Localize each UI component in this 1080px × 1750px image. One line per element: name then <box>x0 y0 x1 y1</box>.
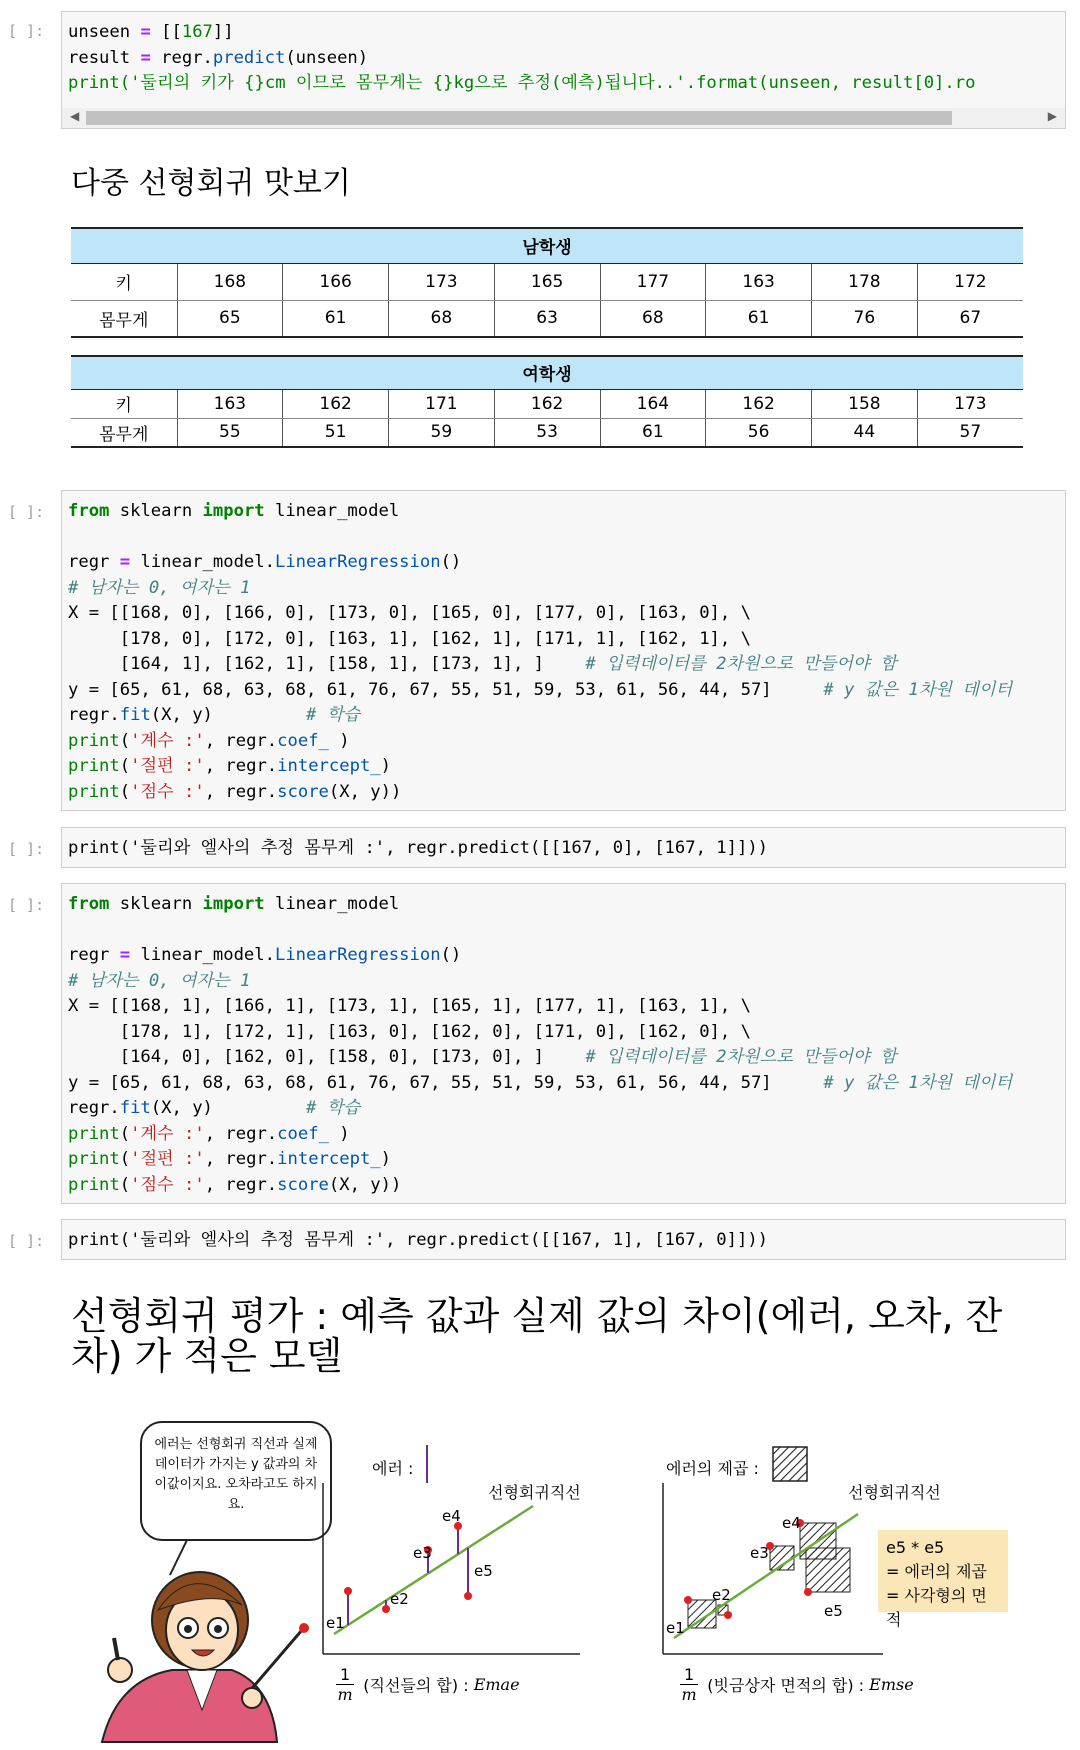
code-line: [178, 0], [172, 0], [163, 1], [162, 1], [171, 1], [162, 1], \ <box>68 628 751 649</box>
code-line: X = [[168, 1], [166, 1], [173, 1], [165, 1], [177, 1], [163, 1], \ <box>68 996 751 1016</box>
row-label: 키 <box>71 389 177 418</box>
error-label: e4 <box>442 1507 461 1525</box>
code-cell-5[interactable] <box>61 1219 1066 1260</box>
mse-formula <box>680 1665 914 1704</box>
code-line: print('절편 :', regr.intercept_) <box>68 1149 391 1169</box>
code-line: print('계수 :', regr.coef_ ) <box>68 1123 350 1144</box>
table-cell: 163 <box>177 389 283 418</box>
note-line: = 사각형의 면적 <box>886 1586 987 1629</box>
code-cell-3[interactable] <box>61 827 1066 868</box>
table-cell: 158 <box>812 389 918 418</box>
code-line: [178, 1], [172, 1], [163, 0], [162, 0], [171, 0], [162, 0], \ <box>68 1021 751 1042</box>
table-cell: 76 <box>812 300 918 337</box>
formula-text: (직선들의 합) : <box>363 1676 469 1695</box>
code-line: result = regr.predict(unseen) <box>68 47 369 68</box>
code-line: unseen = [[167]] <box>68 22 234 42</box>
code-comment: # 입력데이터를 2차원으로 만들어야 함 <box>585 654 897 674</box>
table-cell: 168 <box>177 263 283 300</box>
cell-prompt: [ ]: <box>8 22 45 40</box>
metric-name: Emae <box>473 1675 520 1694</box>
code-cell-1[interactable] <box>61 11 1066 129</box>
table-cell: 162 <box>706 389 812 418</box>
code-cell-4[interactable] <box>61 883 1066 1204</box>
code-line: regr.fit(X, y) <box>68 705 307 725</box>
code-cell-2[interactable] <box>61 490 1066 811</box>
code-line: [164, 0], [162, 0], [158, 0], [173, 0], ] <box>68 1047 544 1067</box>
code-line: regr.fit(X, y) <box>68 1098 307 1118</box>
table-cell: 51 <box>283 418 389 447</box>
error-label: e5 <box>824 1602 843 1620</box>
error-label: e3 <box>750 1544 769 1562</box>
code-comment: # 남자는 0, 여자는 1 <box>68 970 251 991</box>
regression-line-label: 선형회귀직선 <box>488 1483 581 1502</box>
evaluation-heading: 선형회귀 평가 : 예측 값과 실제 값의 차이(에러, 오차, 잔차) 가 적은 모델 <box>71 1294 1003 1378</box>
squared-error-note <box>878 1530 1008 1629</box>
code-line: regr = linear_model.LinearRegression() <box>68 945 462 965</box>
error-label: e1 <box>666 1619 685 1637</box>
mae-formula <box>336 1665 520 1704</box>
table-cell: 163 <box>706 263 812 300</box>
code-line: regr = linear_model.LinearRegression() <box>68 552 462 572</box>
code-line: print('절편 :', regr.intercept_) <box>68 756 391 776</box>
code-line: [164, 1], [162, 1], [158, 1], [173, 1], ] <box>68 654 544 674</box>
code-line: print('둘리와 엘사의 추정 몸무게 :', regr.predict([[167, 0], [167, 1]])) <box>68 838 769 858</box>
code-line: from sklearn import linear_model <box>68 501 400 521</box>
error-label: e2 <box>390 1590 409 1608</box>
code-line: print('둘리와 엘사의 추정 몸무게 :', regr.predict([[167, 1], [167, 0]])) <box>68 1230 769 1250</box>
regression-line <box>334 1506 533 1634</box>
code-content[interactable] <box>62 491 1065 805</box>
code-content[interactable] <box>62 12 1065 97</box>
code-comment: # 학습 <box>306 1098 360 1118</box>
code-comment: # 학습 <box>306 705 360 725</box>
table-cell: 67 <box>917 300 1023 337</box>
table-cell: 162 <box>494 389 600 418</box>
code-line: print('점수 :', regr.score(X, y)) <box>68 1174 402 1195</box>
table-cell: 61 <box>600 418 706 447</box>
code-comment: # y 값은 1차원 데이터 <box>823 1072 1013 1093</box>
cell-prompt: [ ]: <box>8 503 45 521</box>
table-cell: 55 <box>177 418 283 447</box>
code-comment: # 남자는 0, 여자는 1 <box>68 577 251 598</box>
error-label: e5 <box>474 1562 493 1580</box>
fraction-numerator: 1 <box>680 1665 698 1685</box>
note-line: = 에러의 제곱 <box>886 1562 987 1581</box>
table-cell: 59 <box>389 418 495 447</box>
error-label: e3 <box>413 1544 432 1562</box>
table-title: 남학생 <box>71 228 1023 263</box>
cell-prompt: [ ]: <box>8 896 45 914</box>
teacher-illustration <box>92 1520 322 1750</box>
code-line: print('점수 :', regr.score(X, y)) <box>68 781 402 802</box>
error-label: e1 <box>326 1614 345 1632</box>
fraction-denominator: m <box>337 1685 353 1704</box>
code-line: print('계수 :', regr.coef_ ) <box>68 730 350 751</box>
table-cell: 44 <box>812 418 918 447</box>
hatched-square-icon <box>772 1446 808 1482</box>
code-line: y = [65, 61, 68, 63, 68, 61, 76, 67, 55, 51, 59, 53, 61, 56, 44, 57] <box>68 679 772 700</box>
table-cell: 166 <box>283 263 389 300</box>
regression-line-label: 선형회귀직선 <box>848 1483 941 1502</box>
row-label: 키 <box>71 263 177 300</box>
code-content[interactable] <box>62 828 1065 862</box>
code-comment: # 입력데이터를 2차원으로 만들어야 함 <box>585 1047 897 1067</box>
code-content[interactable] <box>62 884 1065 1198</box>
female-students-table <box>71 355 1023 448</box>
table-cell: 56 <box>706 418 812 447</box>
table-cell: 63 <box>494 300 600 337</box>
cell-prompt: [ ]: <box>8 1232 45 1250</box>
table-cell: 172 <box>917 263 1023 300</box>
table-cell: 53 <box>494 418 600 447</box>
table-cell: 65 <box>177 300 283 337</box>
error-label: e4 <box>782 1514 801 1532</box>
formula-text: (빗금상자 면적의 합) : <box>707 1676 865 1695</box>
cell-prompt: [ ]: <box>8 840 45 858</box>
code-content[interactable] <box>62 1220 1065 1254</box>
code-line: X = [[168, 0], [166, 0], [173, 0], [165, 0], [177, 0], [163, 0], \ <box>68 603 751 623</box>
fraction-numerator: 1 <box>336 1665 354 1685</box>
speech-bubble: 에러는 선형회귀 직선과 실제 데이터가 가지는 y 값과의 차이값이지요. 오차라고도 하지요. <box>140 1421 332 1541</box>
mae-error-chart <box>318 1478 588 1658</box>
error-label: e2 <box>712 1586 731 1604</box>
table-cell: 57 <box>917 418 1023 447</box>
male-students-table <box>71 227 1023 338</box>
table-cell: 178 <box>812 263 918 300</box>
mse-error-chart <box>658 1478 898 1658</box>
table-cell: 68 <box>389 300 495 337</box>
table-cell: 173 <box>389 263 495 300</box>
scroll-right-icon[interactable]: ▶ <box>1047 109 1057 123</box>
table-title: 여학생 <box>71 356 1023 389</box>
table-cell: 171 <box>389 389 495 418</box>
row-label: 몸무게 <box>71 418 177 447</box>
metric-name: Emse <box>869 1675 914 1694</box>
fraction-denominator: m <box>681 1685 697 1704</box>
code-line: from sklearn import linear_model <box>68 894 400 914</box>
scrollbar-thumb[interactable] <box>86 111 952 125</box>
code-line-print: print('둘리의 키가 {}cm 이므로 몸무게는 {}kg으로 추정(예측)됩니다..'.format(unseen, result[0].ro <box>68 73 976 93</box>
code-line: y = [65, 61, 68, 63, 68, 61, 76, 67, 55, 51, 59, 53, 61, 56, 44, 57] <box>68 1072 772 1093</box>
table-cell: 61 <box>706 300 812 337</box>
scroll-left-icon[interactable]: ◀ <box>70 109 80 123</box>
table-cell: 68 <box>600 300 706 337</box>
table-cell: 164 <box>600 389 706 418</box>
section-heading: 다중 선형회귀 맛보기 <box>71 166 351 201</box>
table-cell: 61 <box>283 300 389 337</box>
table-cell: 162 <box>283 389 389 418</box>
error-legend-label: 에러 : <box>372 1459 414 1478</box>
squared-error-legend-label: 에러의 제곱 : <box>666 1459 759 1478</box>
table-cell: 177 <box>600 263 706 300</box>
table-cell: 173 <box>917 389 1023 418</box>
horizontal-scrollbar[interactable] <box>62 108 1065 128</box>
table-cell: 165 <box>494 263 600 300</box>
row-label: 몸무게 <box>71 300 177 337</box>
code-comment: # y 값은 1차원 데이터 <box>823 679 1013 700</box>
note-line: e5 * e5 <box>886 1538 945 1557</box>
